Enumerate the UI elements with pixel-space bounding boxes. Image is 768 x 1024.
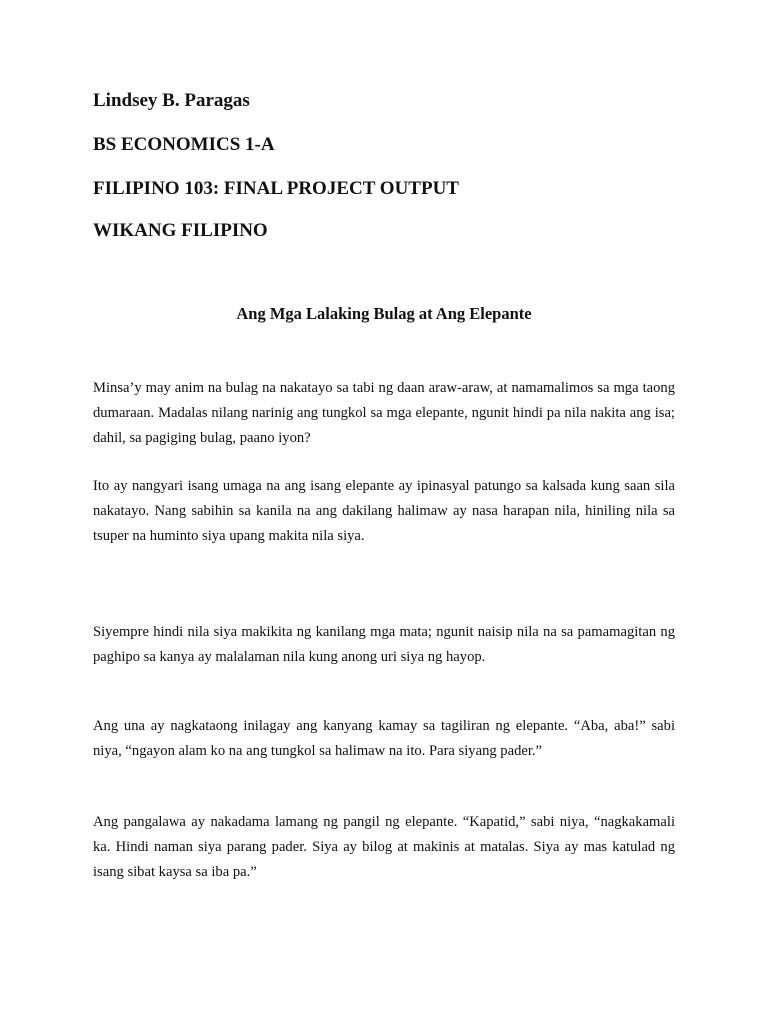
course-section: BS ECONOMICS 1-A xyxy=(93,134,275,155)
story-paragraph-5: Ang pangalawa ay nakadama lamang ng pangil ng elepante. “Kapatid,” sabi niya, “nagkakamali ka. Hindi naman siya parang pader. Siya ay bilog at makinis at matalas. Siya ay mas katulad ng isang sibat kaysa sa iba pa.” xyxy=(93,814,675,880)
author-name: Lindsey B. Paragas xyxy=(93,90,250,111)
story-paragraph-1: Minsa’y may anim na bulag na nakatayo sa tabi ng daan araw-araw, at namamalimos sa mga taong dumaraan. Madalas nilang narinig ang tungkol sa mga elepante, ngunit hindi pa nila nakita ang isa; dahil, sa pagiging bulag, paano iyon? xyxy=(93,380,675,446)
story-paragraph-2: Ito ay nangyari isang umaga na ang isang elepante ay ipinasyal patungo sa kalsada kung saan sila nakatayo. Nang sabihin sa kanila na ang dakilang halimaw ay nasa harapan nila, hiniling nila sa tsuper na huminto siya upang makita nila siya. xyxy=(93,478,675,544)
story-title: Ang Mga Lalaking Bulag at Ang Elepante xyxy=(236,304,532,323)
story-paragraph-3: Siyempre hindi nila siya makikita ng kanilang mga mata; ngunit naisip nila na sa pamamagitan ng paghipo sa kanya ay malalaman nila kung anong uri siya ng hayop. xyxy=(93,624,675,665)
subject-title: FILIPINO 103: FINAL PROJECT OUTPUT xyxy=(93,178,459,199)
story-paragraph-4: Ang una ay nagkataong inilagay ang kanyang kamay sa tagiliran ng elepante. “Aba, aba!” sabi niya, “ngayon alam ko na ang tungkol sa halimaw na ito. Para siyang pader.” xyxy=(93,718,675,759)
topic-title: WIKANG FILIPINO xyxy=(93,220,268,241)
